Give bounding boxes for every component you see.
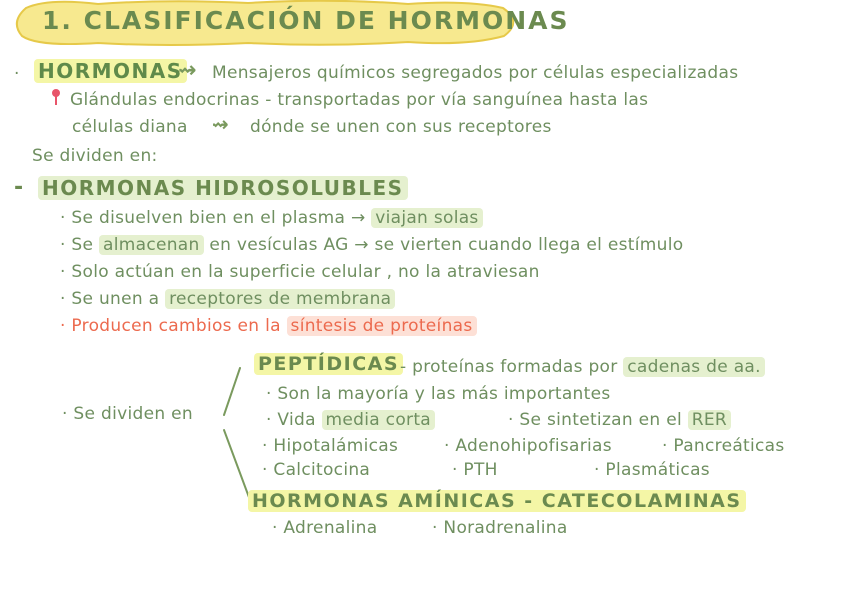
aminicas-heading: HORMONAS AMÍNICAS - CATECOLAMINAS <box>248 490 746 512</box>
list-item: · Noradrenalina <box>432 518 568 538</box>
list-item: · Pancreáticas <box>662 436 785 456</box>
list-item: · Hipotalámicas <box>262 436 399 456</box>
hormonas-definition: Mensajeros químicos segregados por células especializadas <box>212 63 739 83</box>
hidrosolubles-heading: HORMONAS HIDROSOLUBLES <box>38 176 408 200</box>
section-dash: - <box>14 175 25 200</box>
list-item: · Calcitocina <box>262 460 371 480</box>
list-item: · Producen cambios en la síntesis de proteínas <box>60 316 477 336</box>
squiggle-arrow-icon: ⇝ <box>212 112 229 136</box>
list-item: · Solo actúan en la superficie celular , no la atraviesan <box>60 262 540 282</box>
list-item: · Son la mayoría y las más importantes <box>266 384 611 404</box>
se-dividen-label: Se dividen en: <box>32 146 158 166</box>
list-item: · Vida media corta <box>266 410 435 430</box>
bullet: · <box>14 64 20 84</box>
receptores-text: dónde se unen con sus receptores <box>250 117 552 137</box>
page-title: 1. CLASIFICACIÓN DE HORMONAS <box>42 6 570 35</box>
list-item: · Se disuelven bien en el plasma → viajan solas <box>60 208 483 228</box>
hormonas-term: HORMONAS <box>34 59 187 83</box>
list-item: · Se unen a receptores de membrana <box>60 289 395 309</box>
list-item: · Plasmáticas <box>594 460 710 480</box>
subdivide-label: · Se dividen en <box>62 404 193 424</box>
list-item: · Se sintetizan en el RER <box>508 410 731 430</box>
glandulas-line: Glándulas endocrinas - transportadas por vía sanguínea hasta las <box>70 90 649 110</box>
peptidicas-heading: PEPTÍDICAS <box>254 353 403 375</box>
celulas-diana-text: células diana <box>72 117 188 137</box>
peptidicas-definition: - proteínas formadas por cadenas de aa. <box>400 357 765 377</box>
list-item: · Se almacenan en vesículas AG → se vierten cuando llega el estímulo <box>60 235 684 255</box>
pin-icon <box>50 88 62 106</box>
list-item: · PTH <box>452 460 498 480</box>
list-item: · Adenohipofisarias <box>444 436 612 456</box>
squiggle-arrow-icon: ⇝ <box>178 58 197 83</box>
list-item: · Adrenalina <box>272 518 378 538</box>
